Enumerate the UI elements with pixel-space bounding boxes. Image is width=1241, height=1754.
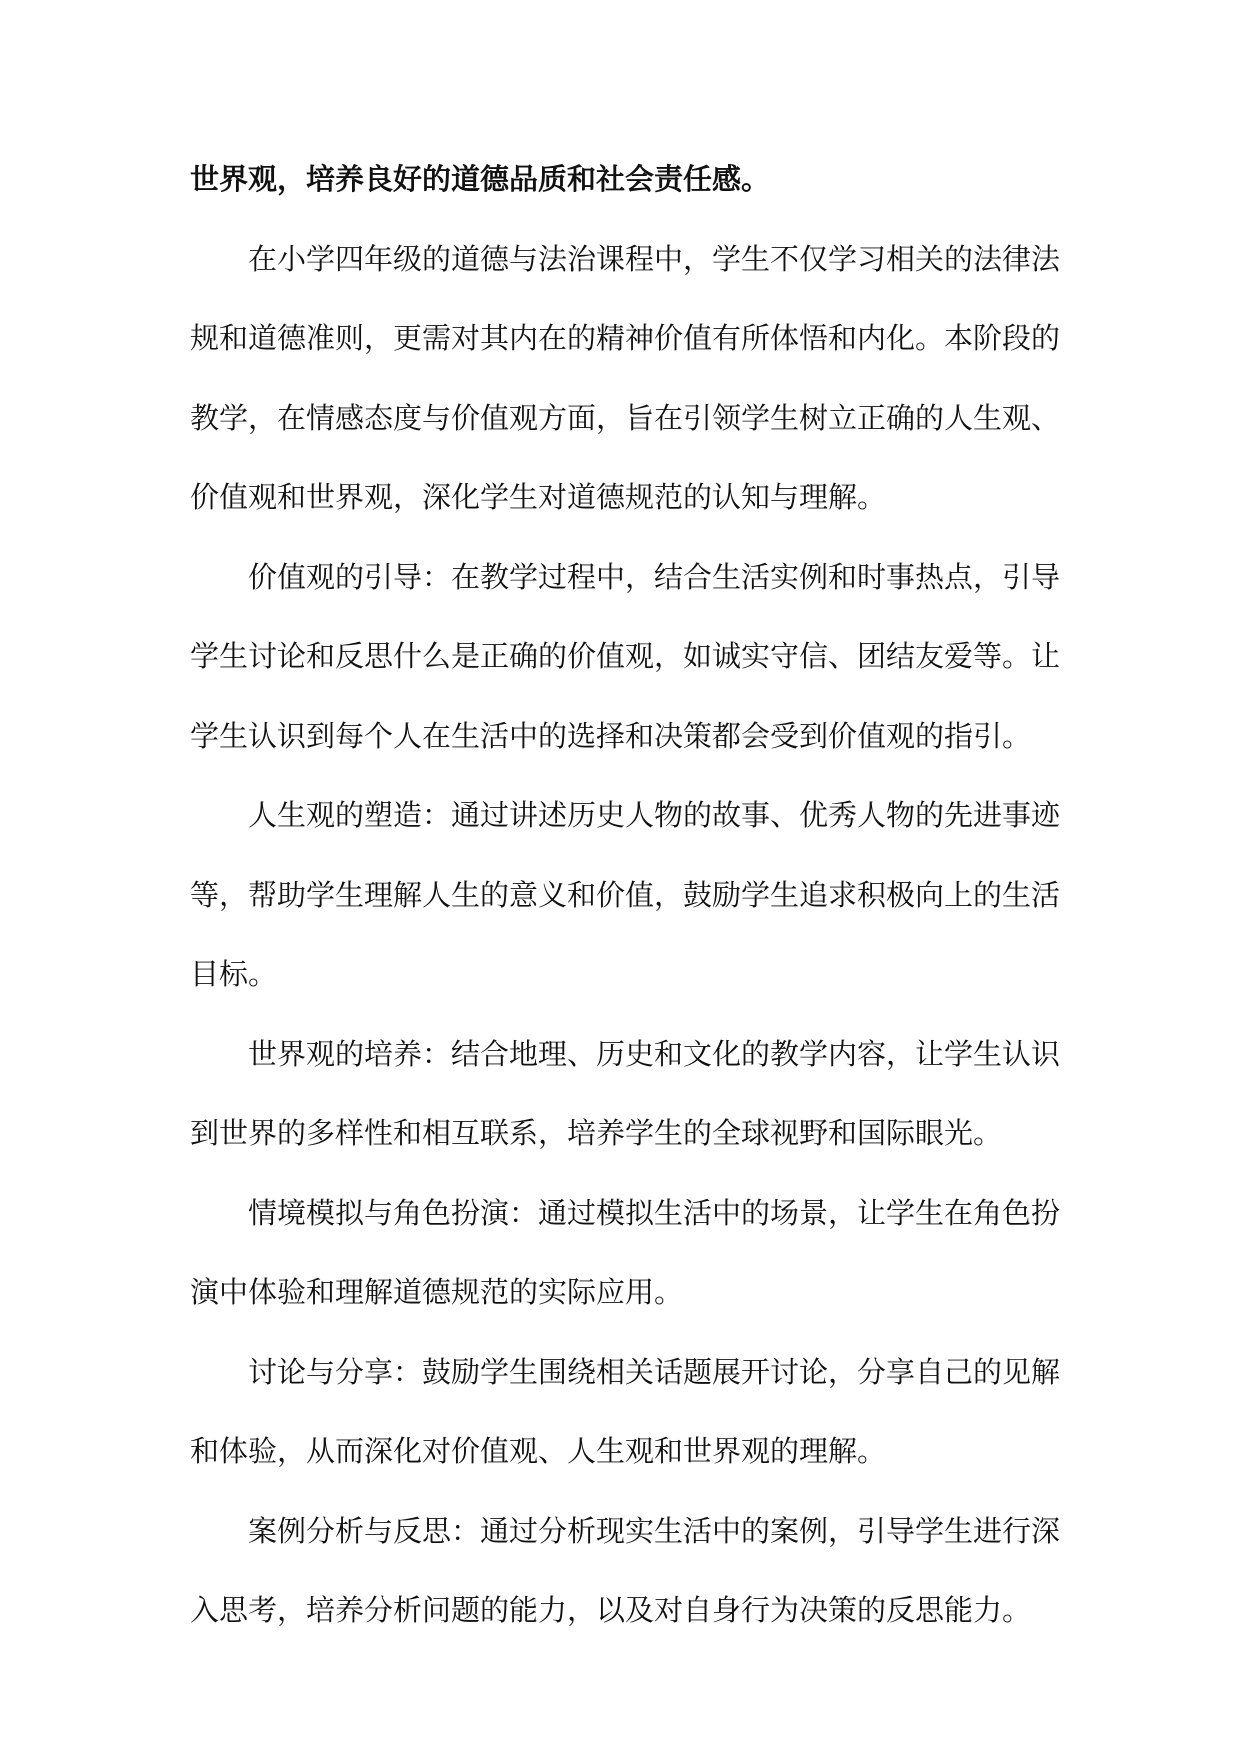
text-line: 到世界的多样性和相互联系，培养学生的全球视野和国际眼光。 — [190, 1116, 1003, 1150]
text-line: 情境模拟与角色扮演：通过模拟生活中的场景，让学生在角色扮 — [248, 1195, 1061, 1230]
text-line: 案例分析与反思：通过分析现实生活中的案例，引导学生进行深 — [248, 1513, 1061, 1548]
text-line: 学生认识到每个人在生活中的选择和决策都会受到价值观的指引。 — [190, 718, 1032, 753]
text-line: 规和道德准则，更需对其内在的精神价值有所体悟和内化。本阶段的 — [190, 321, 1061, 355]
text-line: 入思考，培养分析问题的能力，以及对自身行为决策的反思能力。 — [190, 1593, 1032, 1627]
text-line: 价值观的引导：在教学过程中，结合生活实例和时事热点，引导 — [248, 559, 1061, 594]
document-body — [190, 140, 1060, 1651]
text-line: 讨论与分享：鼓励学生围绕相关话题展开讨论，分享自己的见解 — [248, 1354, 1061, 1389]
text-line-heading-continuation: 世界观，培养良好的道德品质和社会责任感。 — [190, 162, 771, 196]
text-line: 等，帮助学生理解人生的意义和价值，鼓励学生追求积极向上的生活 — [190, 877, 1061, 912]
text-line: 演中体验和理解道德规范的实际应用。 — [190, 1275, 684, 1309]
text-line: 人生观的塑造：通过讲述历史人物的故事、优秀人物的先进事迹 — [248, 798, 1061, 832]
text-line: 价值观和世界观，深化学生对道德规范的认知与理解。 — [190, 480, 887, 514]
text-line: 在小学四年级的道德与法治课程中，学生不仅学习相关的法律法 — [248, 241, 1061, 276]
text-line: 学生讨论和反思什么是正确的价值观，如诚实守信、团结友爱等。让 — [190, 639, 1061, 673]
text-line: 目标。 — [190, 957, 278, 991]
text-line: 教学，在情感态度与价值观方面，旨在引领学生树立正确的人生观、 — [190, 400, 1061, 435]
text-line: 世界观的培养：结合地理、历史和文化的教学内容，让学生认识 — [248, 1036, 1061, 1071]
text-line: 和体验，从而深化对价值观、人生观和世界观的理解。 — [190, 1434, 887, 1468]
